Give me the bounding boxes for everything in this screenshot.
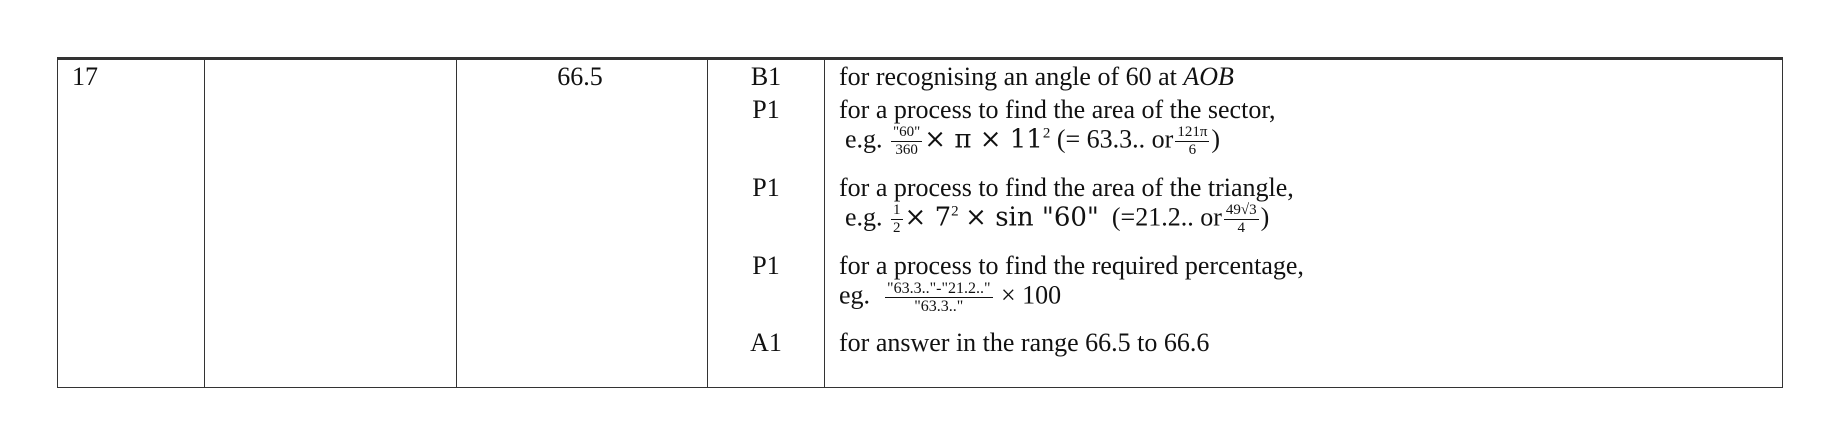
mark-p1-triangle: P1	[752, 173, 780, 202]
note-p1-sector: for a process to find the area of the sector,	[839, 95, 1276, 124]
sector-power: 2	[1042, 125, 1051, 142]
sector-expression: × π × 11	[924, 124, 1043, 155]
sector-exact-fraction: $\frac{121\pi}{6}$	[1177, 124, 1208, 158]
table-top-rule	[58, 58, 1782, 60]
eg-label: eg.	[839, 280, 871, 310]
paren-close: )	[1260, 202, 1270, 232]
answer-cell: 66.5	[557, 62, 603, 91]
eg-label: e.g.	[845, 124, 883, 154]
percentage-fraction: $\frac{"63.3.."-"21.2.."}{"63.3.."}$	[887, 280, 991, 315]
note-b1	[839, 62, 1234, 92]
eg-label: e.g.	[845, 202, 883, 232]
triangle-value: (=21.2.. or	[1111, 202, 1222, 232]
answer-column	[456, 58, 603, 387]
sine-term: × sin "60"	[965, 202, 1099, 233]
mark-p1-percentage: P1	[752, 251, 780, 280]
mark-a1: A1	[750, 328, 782, 357]
paren-close: )	[1211, 124, 1221, 154]
note-p1-percentage: for a process to find the required percentage,	[839, 251, 1304, 280]
note-a1: for answer in the range 66.5 to 66.6	[839, 328, 1210, 357]
note-b1-text: for recognising an angle of 60 at	[839, 62, 1184, 91]
triangle-exact-fraction: $\frac{49√3}{4}$	[1225, 202, 1257, 236]
sector-value: (= 63.3.. or	[1056, 124, 1174, 154]
note-p1-sector-example	[845, 124, 1220, 159]
note-p1-triangle-example	[845, 202, 1269, 237]
times-hundred: × 100	[1001, 280, 1062, 310]
working-column	[204, 58, 205, 387]
note-p1-percentage-example	[839, 280, 1061, 315]
mark-b1: B1	[750, 62, 782, 91]
note-b1-angle: AOB	[1183, 62, 1234, 91]
triangle-expression: × 7	[904, 202, 952, 233]
question-number: 17	[72, 62, 98, 91]
half-fraction: $\frac{1}{2}$	[893, 202, 901, 236]
triangle-power: 2	[951, 203, 959, 220]
marks-column	[707, 58, 782, 387]
mark-scheme-table	[57, 57, 1783, 388]
mark-p1-sector: P1	[752, 95, 780, 124]
note-p1-triangle: for a process to find the area of the triangle,	[839, 173, 1294, 202]
sector-fraction: $\frac{"60"}{360}$	[893, 124, 921, 158]
